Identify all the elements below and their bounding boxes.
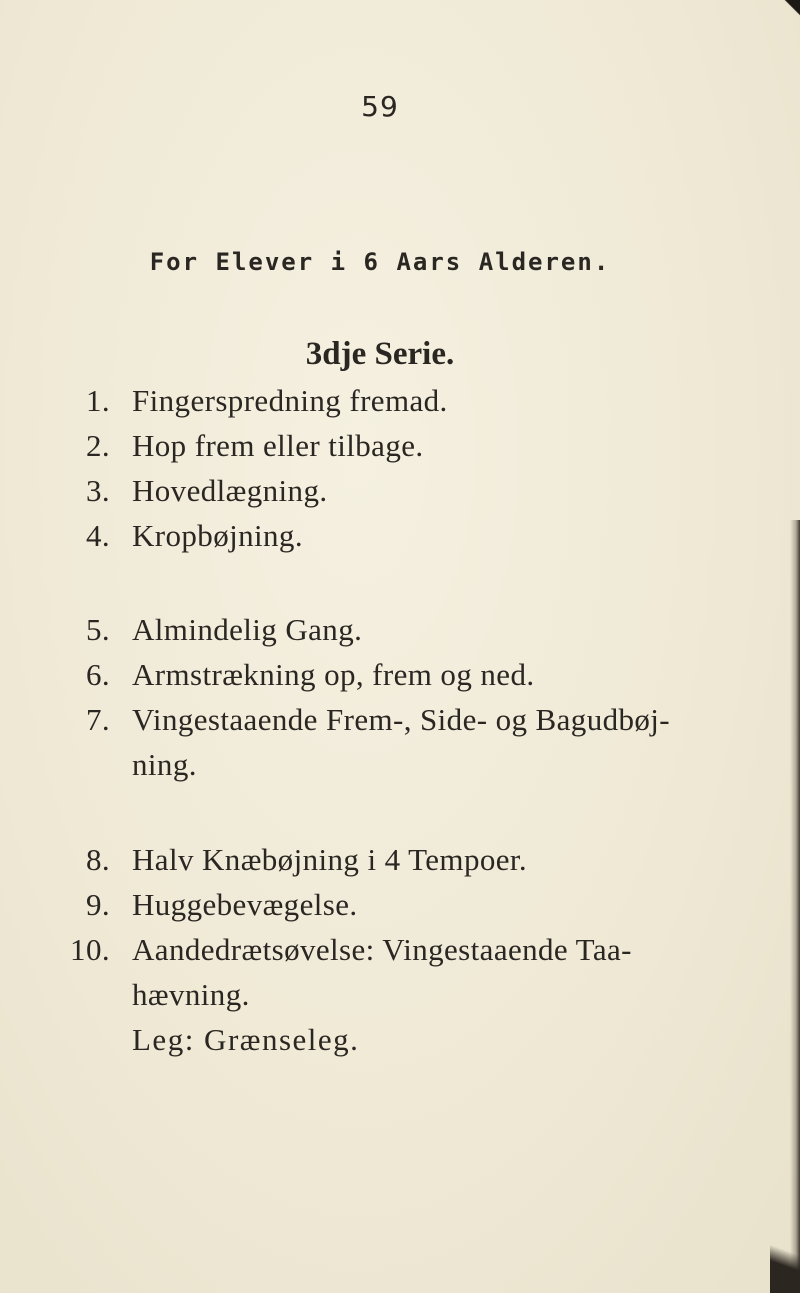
- corner-mark-bottom: [770, 1223, 800, 1293]
- exercise-number: 2.: [85, 428, 110, 463]
- exercise-number: 5.: [85, 612, 110, 647]
- exercise-text: Vingestaaende Frem-, Side- og Bagudbøj-: [132, 702, 671, 737]
- page-number: 59: [361, 90, 399, 123]
- exercise-text: Armstrækning op, frem og ned.: [132, 657, 535, 692]
- page-edge-shadow: [790, 520, 800, 1293]
- section-heading: For Elever i 6 Aars Alderen.: [149, 248, 611, 276]
- exercise-text: Fingerspredning fremad.: [132, 383, 448, 418]
- exercise-text: Aandedrætsøvelse: Vingestaaende Taa-: [132, 932, 632, 967]
- exercise-text: Huggebevægelse.: [132, 887, 358, 922]
- exercise-text: Almindelig Gang.: [132, 612, 363, 647]
- exercise-text: Halv Knæbøjning i 4 Tempoer.: [132, 842, 528, 877]
- exercise-number: 1.: [85, 383, 110, 418]
- exercise-number: 10.: [70, 932, 110, 967]
- game-line: Leg: Grænseleg.: [132, 1022, 360, 1057]
- exercise-text: Kropbøjning.: [132, 518, 303, 553]
- corner-mark: [784, 0, 800, 16]
- exercise-text: Hovedlægning.: [132, 473, 328, 508]
- exercise-text-continuation: hævning.: [132, 977, 250, 1012]
- exercise-text-continuation: ning.: [132, 747, 197, 782]
- exercise-number: 6.: [85, 657, 110, 692]
- exercise-number: 4.: [85, 518, 110, 553]
- exercise-number: 3.: [85, 473, 110, 508]
- exercise-number: 9.: [85, 887, 110, 922]
- exercise-text: Hop frem eller tilbage.: [132, 428, 424, 463]
- serie-title: 3dje Serie.: [305, 336, 455, 372]
- exercise-number: 8.: [85, 842, 110, 877]
- exercise-number: 7.: [85, 702, 110, 737]
